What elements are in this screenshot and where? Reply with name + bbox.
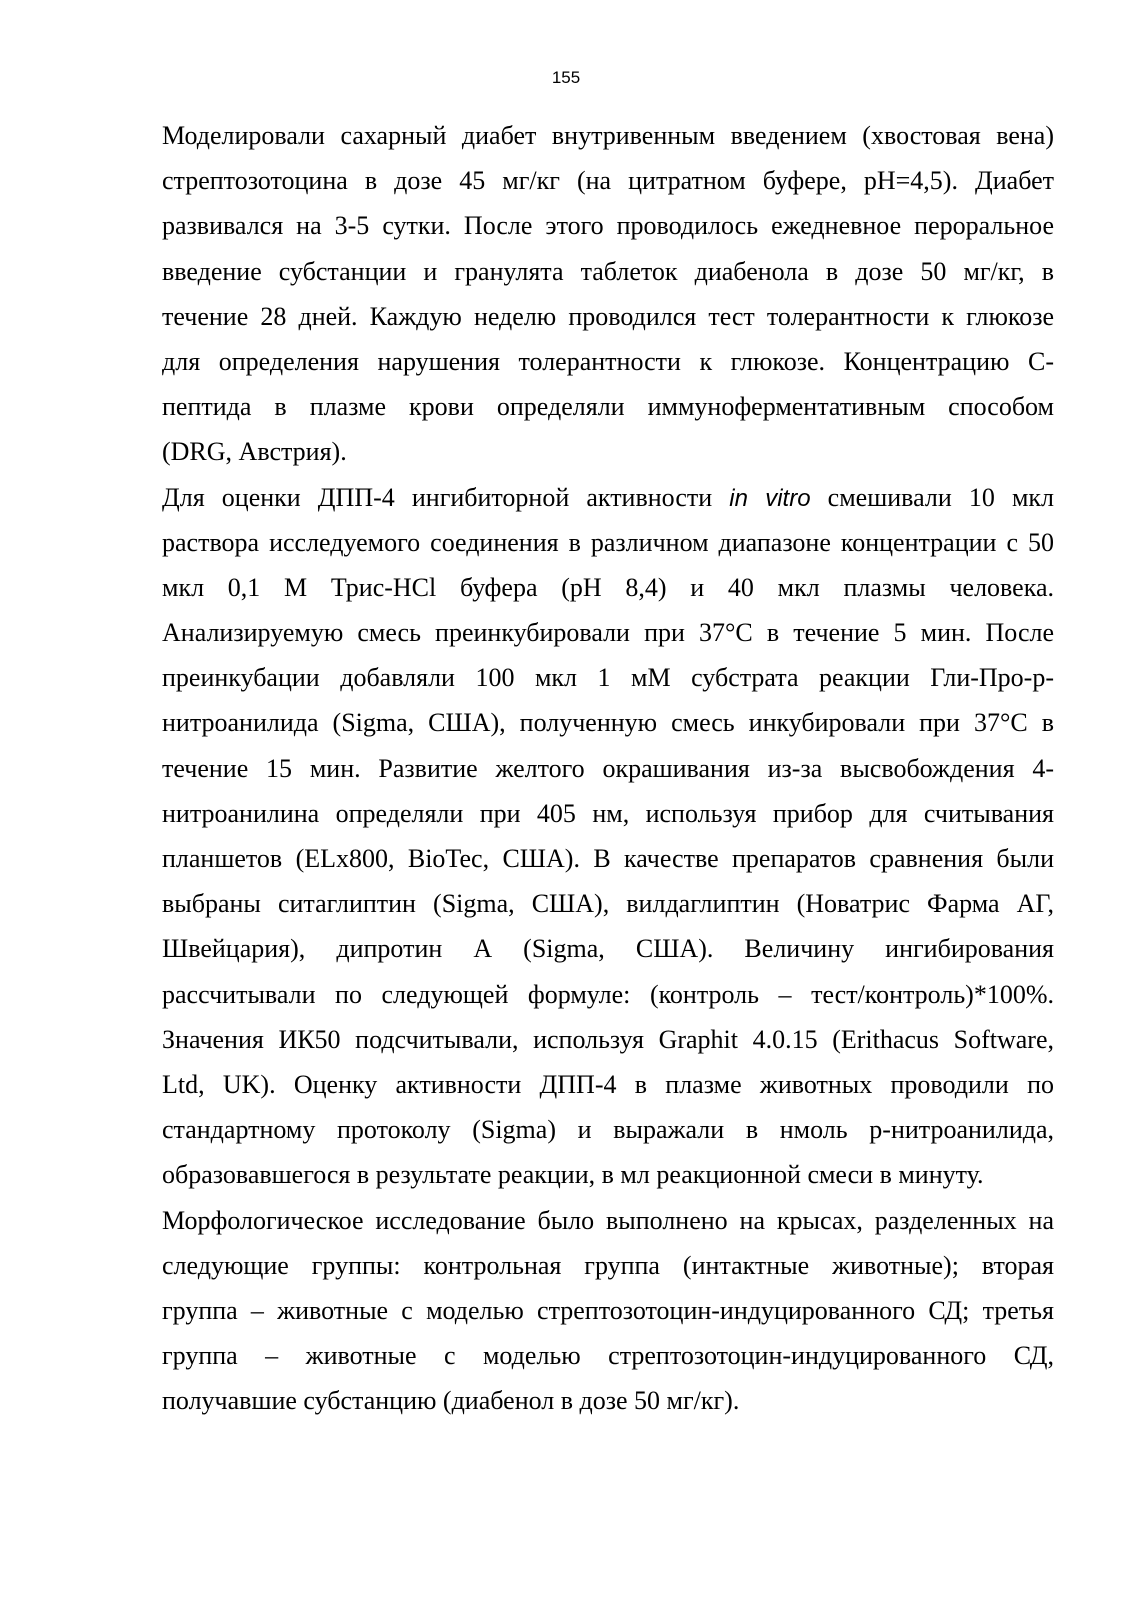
paragraph-dpp4-assay	[162, 475, 1054, 1198]
text-line: следующие группы: контрольная группа (интактные животные); вторая	[162, 1250, 1054, 1280]
text-line: Ltd, UK). Оценку активности ДПП-4 в плазме животных проводили по	[162, 1069, 1054, 1099]
text-line: течение 15 мин. Развитие желтого окрашивания из-за высвобождения 4-	[162, 753, 1054, 783]
text-segment: смешивали 10 мкл	[810, 482, 1055, 512]
text-line: развивался на 3-5 сутки. После этого проводилось ежедневное пероральное	[162, 211, 1054, 241]
text-line: Швейцария), дипротин А (Sigma, США). Величину ингибирования	[162, 934, 1054, 964]
text-line: стрептозотоцина в дозе 45 мг/кг (на цитратном буфере, pH=4,5). Диабет	[162, 166, 1054, 196]
text-line: образовавшегося в результате реакции, в мл реакционной смеси в минуту.	[162, 1160, 984, 1190]
text-line: раствора исследуемого соединения в различном диапазоне концентрации с 50	[162, 527, 1054, 557]
text-segment: Для оценки ДПП-4 ингибиторной активности	[162, 482, 730, 512]
text-line: преинкубации добавляли 100 мкл 1 мМ субстрата реакции Гли-Про-р-	[162, 663, 1054, 693]
text-line: Анализируемую смесь преинкубировали при 37°С в течение 5 мин. После	[162, 618, 1054, 648]
text-line: планшетов (ELx800, BioTec, США). В качестве препаратов сравнения были	[162, 844, 1054, 873]
text-line: Значения ИК50 подсчитывали, используя Graphit 4.0.15 (Erithacus Software,	[162, 1024, 1054, 1054]
text-line: Морфологическое исследование было выполнено на крысах, разделенных на	[162, 1205, 1054, 1235]
text-line: получавшие субстанцию (диабенол в дозе 50 мг/кг).	[162, 1386, 740, 1416]
document-body	[162, 113, 1054, 1423]
italic-term: in vitro	[729, 484, 811, 512]
text-line: группа – животные с моделью стрептозотоцин-индуцированного СД; третья	[162, 1295, 1054, 1325]
text-line: мкл 0,1 М Трис-HCl буфера (рН 8,4) и 40 мкл плазмы человека.	[162, 572, 1054, 602]
paragraph-diabetes-model	[162, 113, 1054, 475]
text-line: введение субстанции и гранулята таблеток диабенола в дозе 50 мг/кг, в	[162, 256, 1054, 286]
text-line: группа – животные с моделью стрептозотоцин-индуцированного СД,	[162, 1341, 1054, 1371]
page-number: 155	[551, 68, 581, 87]
text-line: выбраны ситаглиптин (Sigma, США), вилдаглиптин (Новатрис Фарма АГ,	[162, 889, 1054, 919]
text-line: рассчитывали по следующей формуле: (контроль – тест/контроль)*100%.	[162, 979, 1054, 1009]
text-line: Моделировали сахарный диабет внутривенным введением (хвостовая вена)	[162, 121, 1054, 150]
text-line: стандартному протоколу (Sigma) и выражали в нмоль р-нитроанилида,	[162, 1115, 1054, 1145]
text-line	[162, 475, 1054, 520]
text-line: нитроанилина определяли при 405 нм, используя прибор для считывания	[162, 798, 1054, 828]
text-line: (DRG, Австрия).	[162, 437, 347, 467]
text-line: для определения нарушения толерантности к глюкозе. Концентрацию С-	[162, 346, 1054, 376]
paragraph-morphology	[162, 1198, 1054, 1424]
text-line: нитроанилида (Sigma, США), полученную смесь инкубировали при 37°С в	[162, 708, 1054, 738]
text-line: пептида в плазме крови определяли иммуноферментативным способом	[162, 392, 1054, 422]
text-line: течение 28 дней. Каждую неделю проводился тест толерантности к глюкозе	[162, 301, 1054, 331]
